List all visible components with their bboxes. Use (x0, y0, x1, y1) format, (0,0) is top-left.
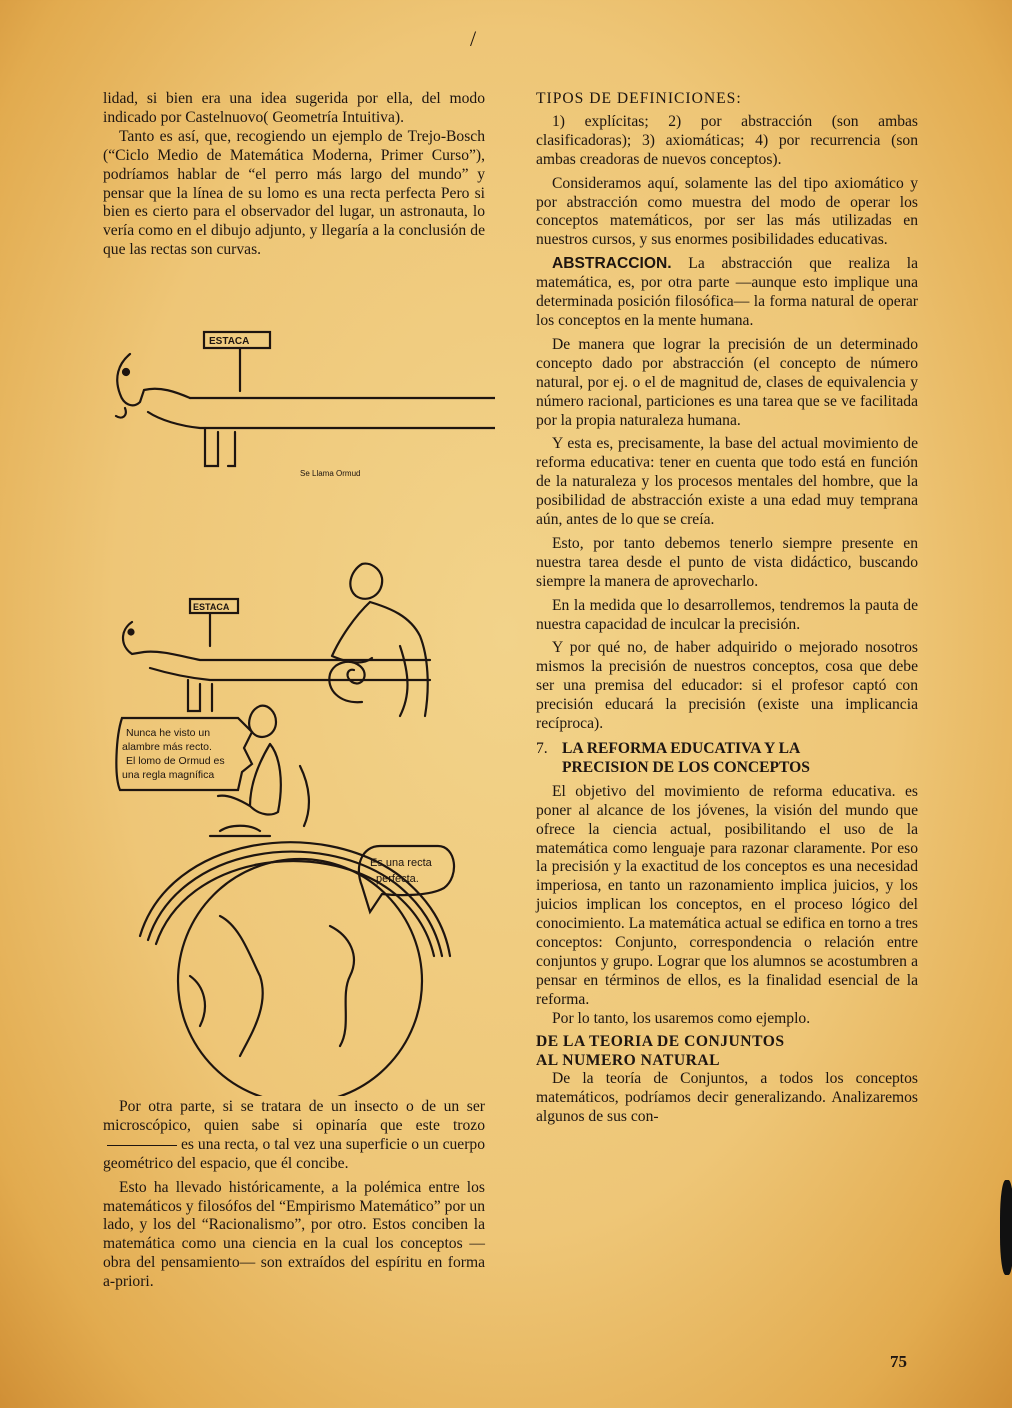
bubble1-line1: Nunca he visto un (126, 727, 211, 739)
dog-head-1 (117, 354, 190, 405)
stake-sign-2-text: ESTACA (193, 602, 230, 612)
ground-lines (210, 826, 270, 836)
edge-stain (1000, 1180, 1012, 1275)
section-7-line1: LA REFORMA EDUCATIVA Y LA (562, 740, 801, 757)
right-paragraph-11: De la teoría de Conjuntos, a todos los conceptos matemáticos, podríamos decir generalizando. Analizaremos algunos de sus con- (536, 1070, 918, 1126)
dog-legs-1 (116, 408, 235, 466)
heading-tipos-definiciones: TIPOS DE DEFINICIONES: (536, 90, 742, 107)
dog-head-2 (123, 622, 430, 660)
right-column (536, 90, 918, 1127)
right-paragraph-4: De manera que lograr la precisión de un determinado concepto dado por abstracción (el concepto de número natural, por ej. o el de magnitud de, clases de equivalencia y número racional, particiones es una tarea que se ve facilitada por la propia naturaleza humana. (536, 335, 918, 429)
heading-teoria-conjuntos (536, 1033, 918, 1071)
heading-teoria-line1: DE LA TEORIA DE CONJUNTOS (536, 1032, 785, 1050)
section-7-line2: PRECISION DE LOS CONCEPTOS (562, 758, 810, 776)
heading-teoria-line2: AL NUMERO NATURAL (536, 1051, 721, 1069)
man-figure-2 (218, 706, 309, 826)
dog-body-1 (148, 398, 495, 428)
section-7-number: 7. (536, 740, 548, 757)
top-mark: / (470, 26, 477, 51)
left-paragraph-4: Esto ha llevado históricamente, a la polémica entre los matemáticos y filosófos del “Empirismo Matemático” por un lado, y los del “Racionalismo”, por otro. Estos conciben la matemática como una ciencia en la cual los conceptos —obra del pensamiento— son extraídos del espíritu en forma a-priori. (103, 1178, 485, 1291)
long-dog-figure (100, 316, 495, 1096)
right-paragraph-3 (536, 255, 918, 331)
section-7-heading (536, 740, 918, 778)
bubble1-line2: alambre más recto. (122, 741, 212, 753)
page-number: 75 (890, 1352, 907, 1371)
bubble1-line4: una regla magnífica (122, 769, 215, 781)
left-column (103, 90, 485, 260)
right-paragraph-8: Y por qué no, de haber adquirido o mejorado nosotros mismos la precisión de nuestros conceptos, cosa que debe ser una premisa del educador: si el profesor captó con precisión educará la precisión (existe una implicancia recíproca). (536, 639, 918, 733)
bubble1-line3: El lomo de Ormud es (126, 755, 225, 767)
right-paragraph-6: Esto, por tanto debemos tenerlo siempre presente en nuestra tarea desde el punto de vista didáctico, buscando siempre la manera de aprovecharlo. (536, 534, 918, 590)
left-paragraph-3b: es una recta, o tal vez una superficie o un cuerpo geométrico del espacio, que él concibe. (103, 1135, 485, 1172)
man-figure-1 (332, 564, 428, 716)
dog-illustrations (100, 316, 495, 1096)
abstraccion-lead: ABSTRACCION. (552, 255, 672, 273)
left-paragraph-3a: Por otra parte, si se tratara de un insecto o de un ser microscópico, quien sabe si opinaría que este trozo (103, 1098, 485, 1134)
dash-segment (107, 1145, 177, 1146)
left-paragraph-1: lidad, si bien era una idea sugerida por ella, del modo indicado por Castelnuovo( Geometría Intuitiva). (103, 90, 485, 126)
left-column-bottom (103, 1098, 485, 1292)
right-paragraph-1: 1) explícitas; 2) por abstracción (son ambas clasificadoras); 3) axiomáticas; 4) por recurrencia (son ambas creadoras de nuevos conceptos). (536, 112, 918, 168)
right-paragraph-9: El objetivo del movimiento de reforma educativa. es poner al alcance de los jóvenes, la visión del mundo que ofrece la ciencia actual, posibilitando el uso de la matemática como lenguaje para razonar claramente. Por eso la precisión y la exactitud de los conceptos es una necesidad imperiosa, en tanto un razonamiento implica juicios, y los juicios implican los conceptos, en el proceso lógico del conocimiento. La matemática actual se edifica en torno a tres conceptos: Conjunto, correspondencia o relación entre conjuntos y grupo. Lograr que los alumnos se acostumbren a pensar en términos de ellos, es la finalidad esencial de la reforma. (536, 782, 918, 1008)
dog-body-2 (150, 668, 430, 711)
caption-1: Se Llama Ormud (300, 469, 361, 478)
left-paragraph-3 (103, 1098, 485, 1174)
bubble2-line2: perfecta. (376, 873, 419, 885)
left-paragraph-2: Tanto es así, que, recogiendo un ejemplo de Trejo-Bosch (“Ciclo Medio de Matemática Moderna, Primer Curso”), podríamos hablar de “el perro más largo del mundo” y pensar que la línea de su lomo es una recta perfecta Pero si bien es cierto para el observador del lugar, un astronauta, lo vería como en el dibujo adjunto, y llegaría a la conclusión de que las rectas son curvas. (103, 127, 485, 259)
bubble2-line1: Es una recta (370, 857, 432, 869)
right-paragraph-7: En la medida que lo desarrollemos, tendremos la pauta de nuestra capacidad de inculcar la precisión. (536, 596, 918, 633)
abstraccion-text: La abstracción que realiza la matemática, es, por otra parte —aunque esto implique una determinada posición filosófica— la forma natural de operar los conceptos en la mente humana. (536, 255, 918, 329)
continents (190, 916, 354, 1056)
right-paragraph-2: Consideramos aquí, solamente las del tipo axiomático y por abstracción como muestra del modo de operar los conceptos matemáticos, por ser las más utilizadas en nuestros cursos, y sus enormes posibilidades educativas. (536, 174, 918, 249)
stake-sign-1-text: ESTACA (209, 336, 250, 347)
dog-roll-spiral (329, 662, 364, 702)
right-paragraph-5: Y esta es, precisamente, la base del actual movimiento de reforma educativa: tener en cuenta que todo está en función de la naturaleza y los procesos mentales del hombre, que la posibilidad de abstracción existe a una edad muy temprana aún, antes de lo que se creía. (536, 435, 918, 529)
right-paragraph-10: Por lo tanto, los usaremos como ejemplo. (552, 1009, 811, 1027)
